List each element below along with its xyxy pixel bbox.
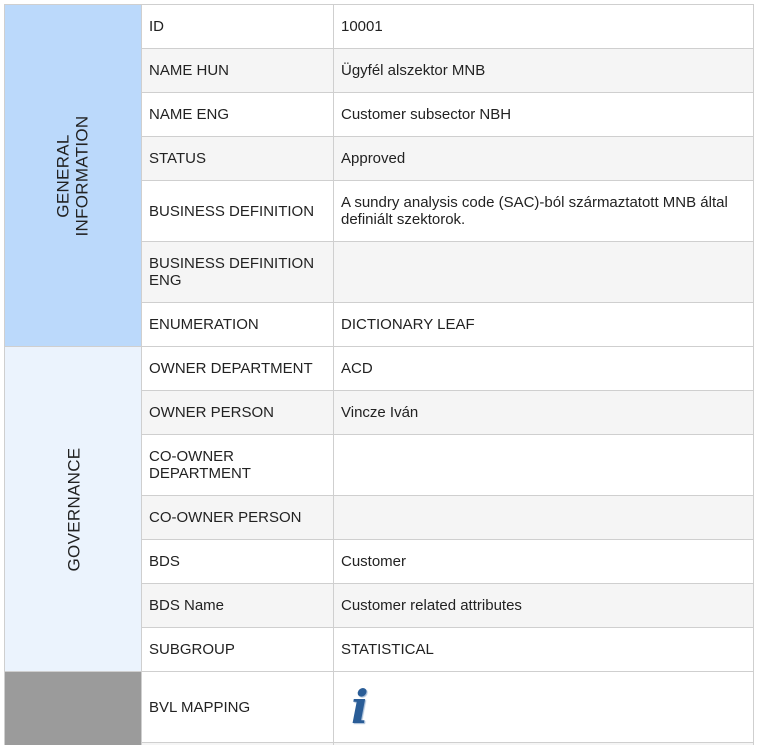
field-value-co-owner-department (334, 435, 754, 496)
field-label-business-definition-eng: BUSINESS DEFINITION ENG (142, 242, 334, 303)
group-general-information (5, 5, 142, 347)
field-label-bds-name: BDS Name (142, 584, 334, 628)
table-row (5, 347, 754, 391)
field-value-status: Approved (334, 137, 754, 181)
field-label-owner-person: OWNER PERSON (142, 391, 334, 435)
field-value-business-definition: A sundry analysis code (SAC)-ból származtatott MNB által definiált szektorok. (334, 181, 754, 242)
field-value-business-definition-eng (334, 242, 754, 303)
table-row (5, 672, 754, 743)
field-label-business-definition: BUSINESS DEFINITION (142, 181, 334, 242)
field-label-bds: BDS (142, 540, 334, 584)
field-value-enumeration: DICTIONARY LEAF (334, 303, 754, 347)
field-label-owner-department: OWNER DEPARTMENT (142, 347, 334, 391)
field-value-owner-department: ACD (334, 347, 754, 391)
group-label-general-information: GENERAL INFORMATION (54, 114, 92, 237)
field-label-name-hun: NAME HUN (142, 49, 334, 93)
field-value-name-eng: Customer subsector NBH (334, 93, 754, 137)
metadata-table (4, 4, 754, 745)
field-value-id: 10001 (334, 5, 754, 49)
group-governance (5, 347, 142, 672)
field-label-status: STATUS (142, 137, 334, 181)
field-label-id: ID (142, 5, 334, 49)
field-value-co-owner-person (334, 496, 754, 540)
field-label-enumeration: ENUMERATION (142, 303, 334, 347)
field-value-subgroup: STATISTICAL (334, 628, 754, 672)
field-value-bds-name: Customer related attributes (334, 584, 754, 628)
field-label-subgroup: SUBGROUP (142, 628, 334, 672)
field-value-bvl-mapping (334, 672, 754, 743)
field-label-co-owner-person: CO-OWNER PERSON (142, 496, 334, 540)
field-value-bds: Customer (334, 540, 754, 584)
info-icon[interactable]: i (351, 680, 369, 734)
table-row (5, 5, 754, 49)
field-label-co-owner-department: CO-OWNER DEPARTMENT (142, 435, 334, 496)
field-value-name-hun: Ügyfél alszektor MNB (334, 49, 754, 93)
field-value-owner-person: Vincze Iván (334, 391, 754, 435)
field-label-bvl-mapping: BVL MAPPING (142, 672, 334, 743)
group-mapping (5, 672, 142, 745)
field-label-name-eng: NAME ENG (142, 93, 334, 137)
group-label-governance: GOVERNANCE (64, 447, 84, 571)
